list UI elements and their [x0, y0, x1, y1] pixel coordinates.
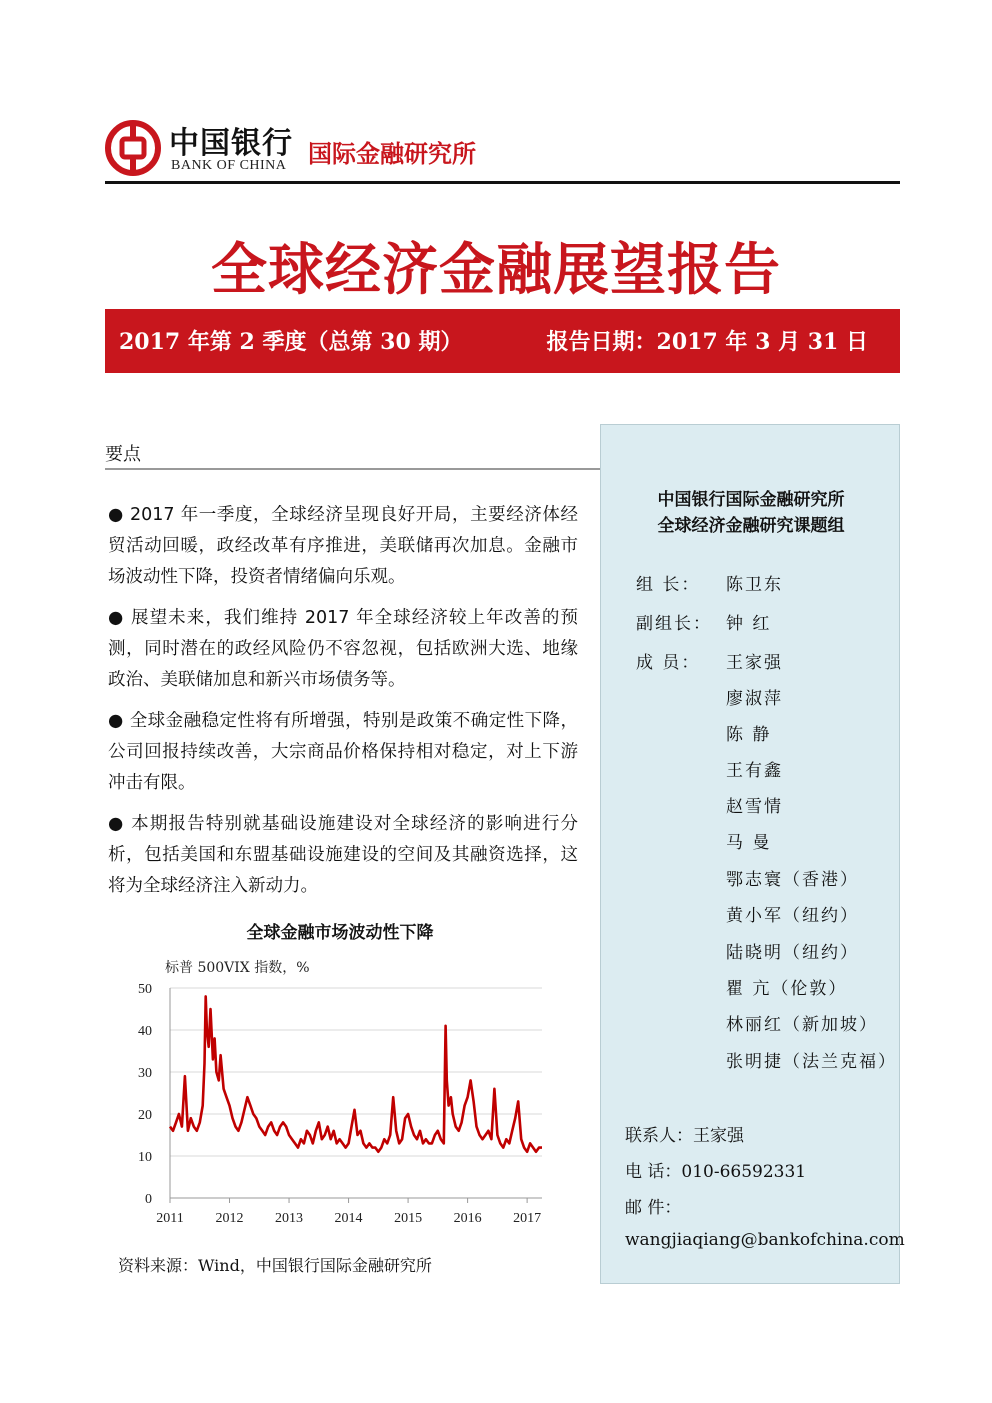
team-title-line1: 中国银行国际金融研究所: [657, 490, 845, 510]
header: [105, 118, 900, 184]
x-tick-label: 2014: [334, 1211, 363, 1226]
y-tick-label: 0: [145, 1192, 152, 1207]
research-team-panel: [600, 424, 905, 1284]
member-name: 鄂志寰（香港）: [726, 870, 859, 890]
member-name: 张明捷（法兰克福）: [726, 1052, 897, 1072]
logo-chinese-name: 中国银行: [169, 126, 293, 161]
logo-english-name: BANK OF CHINA: [171, 158, 287, 173]
member-name: 瞿 亢（伦敦）: [726, 979, 848, 999]
vix-line-chart: [105, 950, 575, 1240]
key-point: ● 2017 年一季度，全球经济呈现良好开局，主要经济体经贸活动回暖，政经改革有序推进，美联储再次加息。金融市场波动性下降，投资者情绪偏向乐观。: [108, 505, 578, 587]
y-tick-label: 10: [138, 1150, 152, 1165]
member-name: 黄小军（纽约）: [726, 906, 859, 926]
member-name: 林丽红（新加坡）: [726, 1015, 878, 1035]
key-points-heading: 要点: [105, 444, 141, 465]
contact-email[interactable]: wangjiaqiang@bankofchina.com: [625, 1230, 905, 1250]
chart-source: 资料来源：Wind，中国银行国际金融研究所: [118, 1256, 432, 1275]
leader-role: 组 长：: [636, 575, 701, 595]
key-point: ● 展望未来，我们维持 2017 年全球经济较上年改善的预测，同时潜在的政经风险仍不容忽视，包括欧洲大选、地缘政治、美联储加息和新兴市场债务等。: [108, 608, 578, 690]
y-tick-label: 40: [138, 1024, 152, 1039]
contact-mail-label: 邮 件：: [625, 1198, 682, 1218]
deputy-name: 钟 红: [726, 614, 772, 634]
leader-name: 陈卫东: [726, 575, 783, 595]
header-divider: [105, 181, 900, 184]
x-tick-label: 2011: [156, 1211, 184, 1226]
y-axis-label: 标普 500VIX 指数，%: [165, 960, 310, 976]
members-role: 成 员：: [636, 653, 701, 673]
report-date: 报告日期：2017 年 3 月 31 日: [546, 329, 868, 355]
y-tick-label: 50: [138, 982, 152, 997]
x-tick-label: 2012: [215, 1211, 244, 1226]
y-tick-label: 30: [138, 1066, 152, 1081]
team-title-line2: 全球经济金融研究课题组: [657, 516, 845, 536]
contact-phone: 电 话：010-66592331: [625, 1162, 807, 1182]
chart-title: 全球金融市场波动性下降: [246, 923, 434, 943]
key-point: ● 全球金融稳定性将有所增强，特别是政策不确定性下降，公司回报持续改善，大宗商品价格保持相对稳定，对上下游冲击有限。: [108, 711, 578, 793]
x-tick-label: 2013: [275, 1211, 304, 1226]
member-name: 王有鑫: [726, 761, 783, 781]
bank-of-china-logo-icon: [105, 120, 161, 176]
key-points-list: [108, 500, 578, 912]
member-name: 赵雪情: [726, 797, 783, 817]
member-name: 王家强: [726, 653, 783, 673]
key-point: ● 本期报告特别就基础设施建设对全球经济的影响进行分析，包括美国和东盟基础设施建设的空间及其融资选择，这将为全球经济注入新动力。: [108, 814, 578, 896]
member-name: 陈 静: [726, 725, 772, 745]
deputy-role: 副组长：: [636, 614, 712, 634]
institute-name: 国际金融研究所: [308, 140, 476, 168]
key-points-divider: [105, 468, 600, 470]
issue-label: 2017 年第 2 季度（总第 30 期）: [119, 329, 463, 355]
report-title: 全球经济金融展望报告: [211, 238, 781, 303]
y-tick-label: 20: [138, 1108, 152, 1123]
contact-person: 联系人：王家强: [625, 1126, 744, 1146]
member-name: 马 曼: [726, 833, 772, 853]
issue-banner: [105, 309, 900, 373]
member-name: 廖淑萍: [726, 689, 783, 709]
x-tick-label: 2017: [513, 1211, 542, 1226]
vix-series-line: [170, 996, 542, 1151]
x-tick-label: 2016: [453, 1211, 482, 1226]
member-name: 陆晓明（纽约）: [726, 943, 859, 963]
x-tick-label: 2015: [394, 1211, 423, 1226]
